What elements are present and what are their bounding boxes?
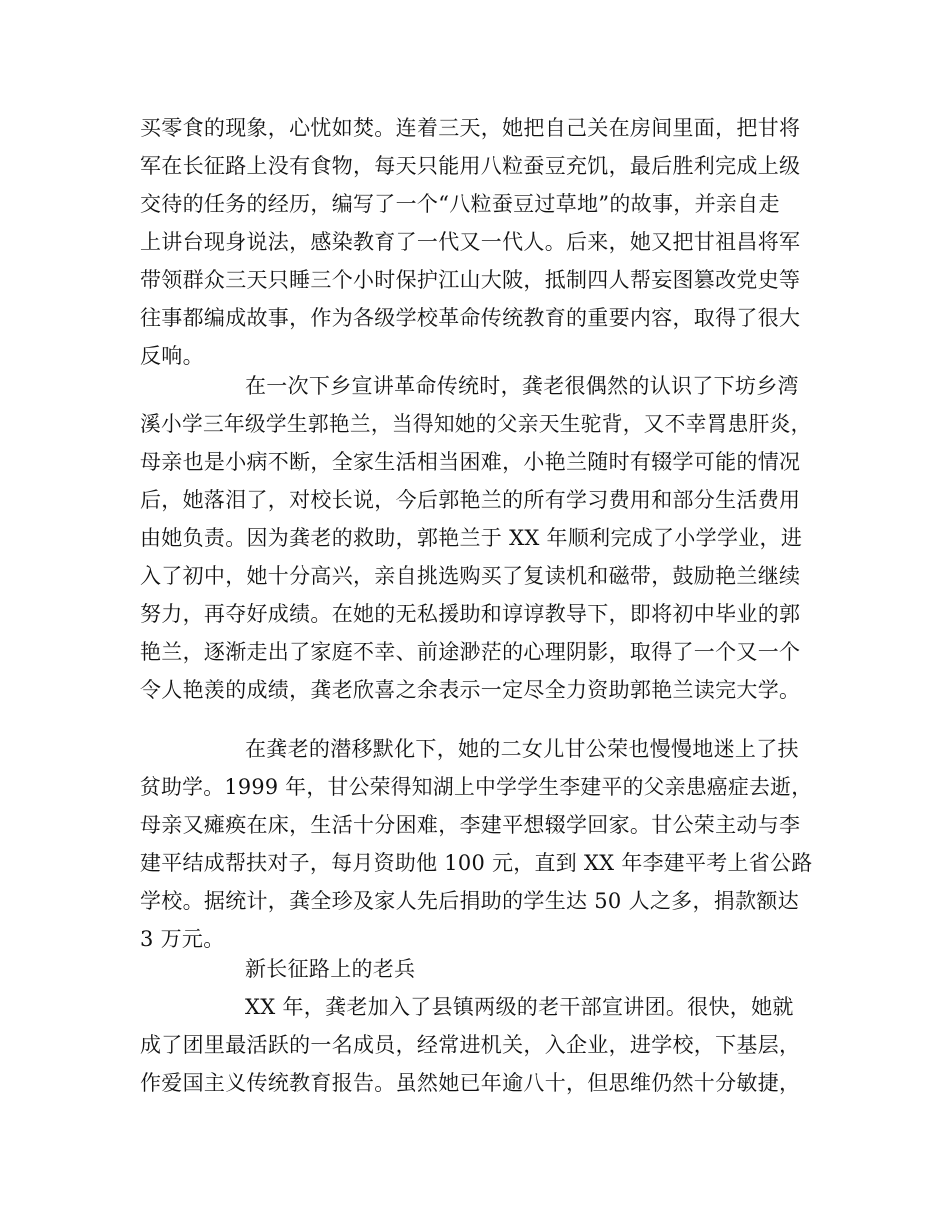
paragraph-start-line: XX 年，龚老加入了县镇两级的老干部宣讲团。很快，她就 [245,995,794,1019]
text-line: 入了初中，她十分高兴，亲自挑选购买了复读机和磁带，鼓励艳兰继续 [140,564,801,588]
text-line: 建平结成帮扶对子，每月资助他 100 元，直到 XX 年李建平考上省公路 [140,851,813,875]
text-line: 母亲也是小病不断，全家生活相当困难，小艳兰随时有辍学可能的情况 [140,450,801,474]
text-line: 带领群众三天只睡三个小时保护江山大陂，抵制四人帮妄图篡改党史等 [140,268,801,292]
text-line: 军在长征路上没有食物，每天只能用八粒蚕豆充饥，最后胜利完成上级 [140,154,801,178]
text-line: 学校。据统计，龚全珍及家人先后捐助的学生达 50 人之多，捐款额达 [140,889,799,913]
text-line: 往事都编成故事，作为各级学校革命传统教育的重要内容，取得了很大 [140,306,801,330]
text-line: 艳兰，逐渐走出了家庭不幸、前途渺茫的心理阴影，取得了一个又一个 [140,640,801,664]
text-line: 成了团里最活跃的一名成员，经常进机关，入企业，进学校，下基层， [140,1033,801,1057]
text-line: 交待的任务的经历，编写了一个“八粒蚕豆过草地”的故事，并亲自走 [140,192,780,216]
paragraph-start-line: 在龚老的潜移默化下，她的二女儿甘公荣也慢慢地迷上了扶 [245,737,799,761]
text-line: 由她负责。因为龚老的救助，郭艳兰于 XX 年顺利完成了小学学业，进 [140,526,803,550]
text-line: 反响。 [140,344,204,368]
text-line: 贫助学。1999 年，甘公荣得知湖上中学学生李建平的父亲患癌症去逝， [140,775,813,799]
paragraph-start-line: 在一次下乡宣讲革命传统时，龚老很偶然的认识了下坊乡湾 [245,374,799,398]
text-line: 上讲台现身说法，感染教育了一代又一代人。后来，她又把甘祖昌将军 [140,230,801,254]
section-heading: 新长征路上的老兵 [245,957,416,981]
text-line: 令人艳羡的成绩，龚老欣喜之余表示一定尽全力资助郭艳兰读完大学。 [140,678,801,702]
text-line: 买零食的现象，心忧如焚。连着三天，她把自己关在房间里面，把甘将 [140,116,801,140]
text-line: 3 万元。 [140,927,225,951]
text-line: 后，她落泪了，对校长说，今后郭艳兰的所有学习费用和部分生活费用 [140,488,801,512]
text-line: 溪小学三年级学生郭艳兰，当得知她的父亲天生驼背，又不幸罥患肝炎， [140,412,812,436]
text-line: 母亲又瘫痪在床，生活十分困难，李建平想辍学回家。甘公荣主动与李 [140,813,801,837]
text-line: 努力，再夺好成绩。在她的无私援助和谆谆教导下，即将初中毕业的郭 [140,602,801,626]
text-line: 作爱国主义传统教育报告。虽然她已年逾八十，但思维仍然十分敏捷， [140,1071,801,1095]
